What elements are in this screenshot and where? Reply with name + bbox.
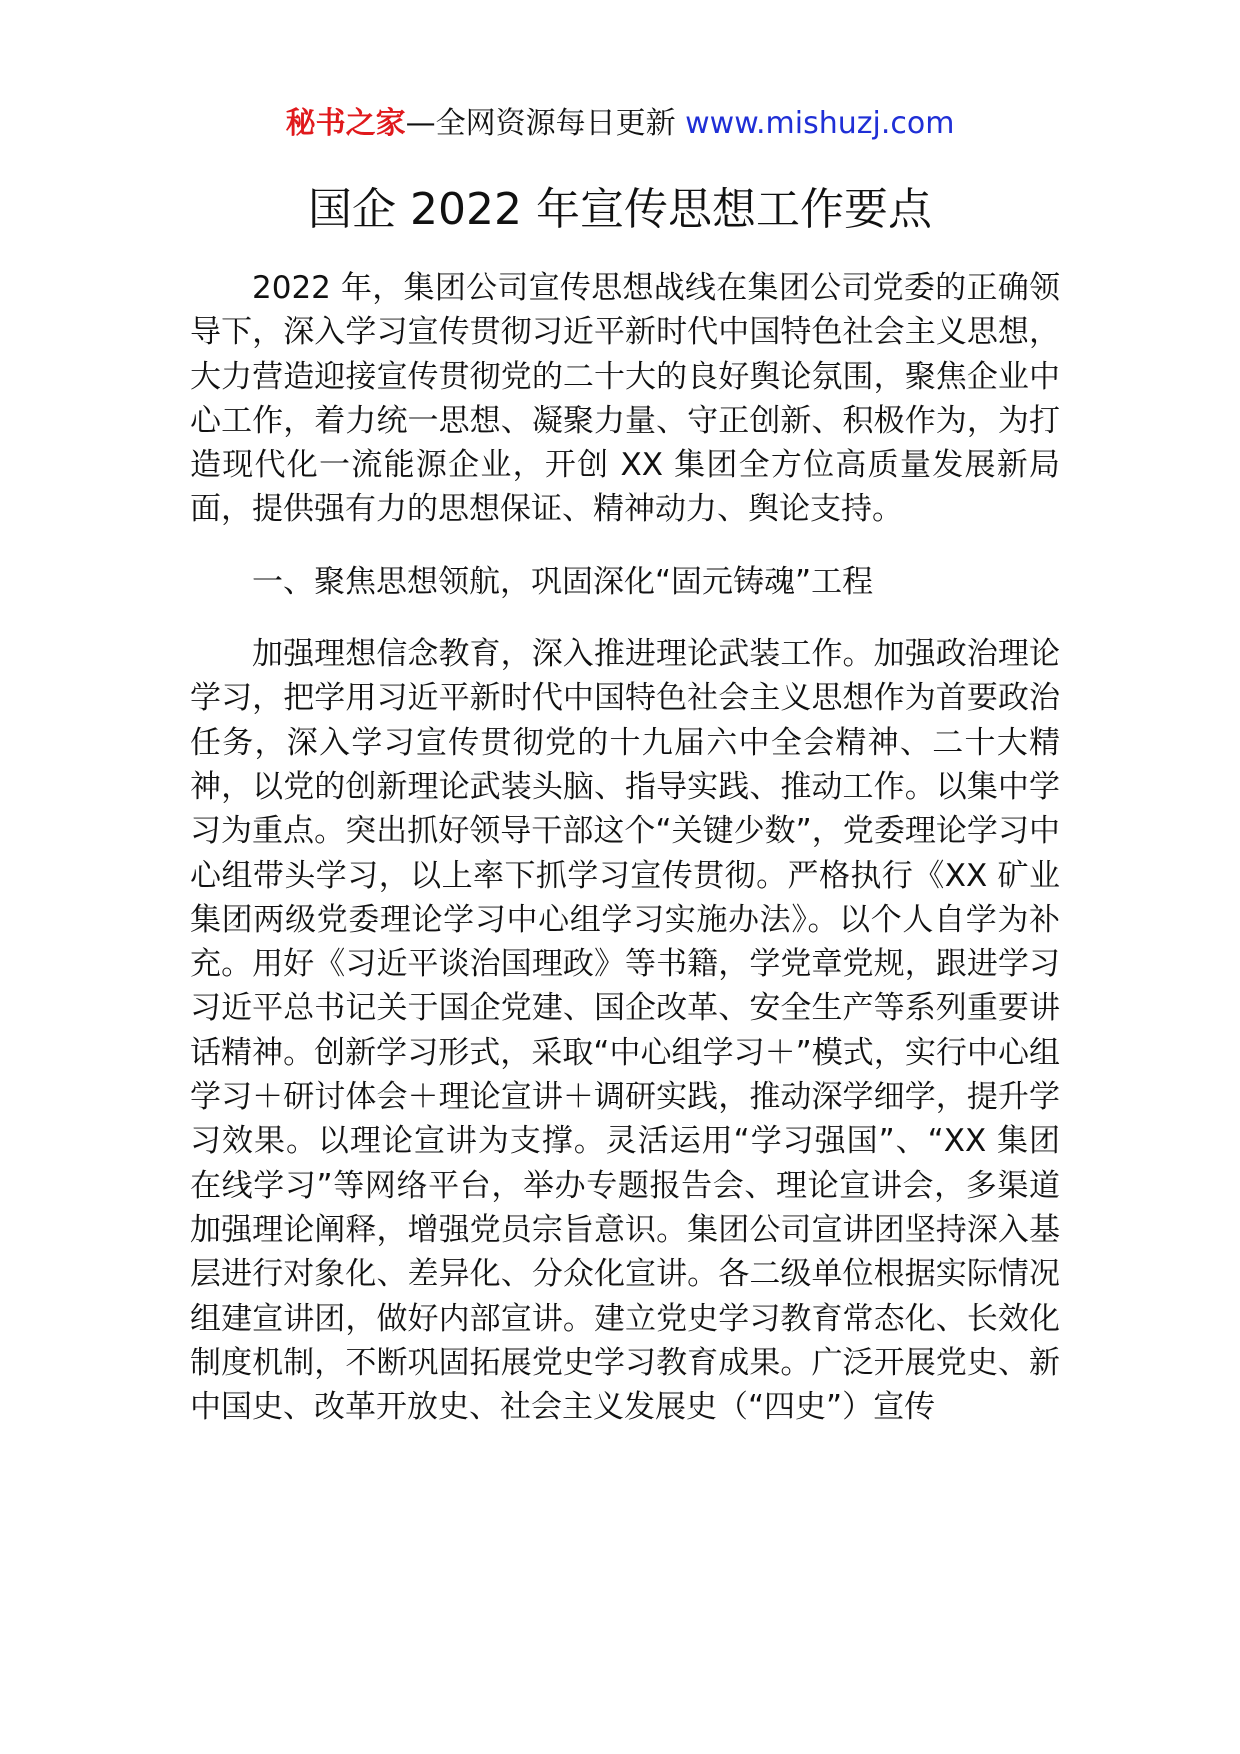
section-paragraph: 加强理想信念教育，深入推进理论武装工作。加强政治理论学习，把学用习近平新时代中国特色社会主义思想作为首要政治任务，深入学习宣传贯彻党的十九届六中全会精神、二十大精神，以党的创新理论武装头脑、指导实践、推动工作。以集中学习为重点。突出抓好领导干部这个“关键少数”，党委理论学习中心组带头学习，以上率下抓学习宣传贯彻。严格执行《XX 矿业集团两级党委理论学习中心组学习实施办法》。以个人自学为补充。用好《习近平谈治国理政》等书籍，学党章党规，跟进学习习近平总书记关于国企党建、国企改革、安全生产等系列重要讲话精神。创新学习形式，采取“中心组学习＋”模式，实行中心组学习＋研讨体会＋理论宣讲＋调研实践，推动深学细学，提升学习效果。以理论宣讲为支撑。灵活运用“学习强国”、“XX 集团在线学习”等网络平台，举办专题报告会、理论宣讲会，多渠道加强理论阐释，增强党员宗旨意识。集团公司宣讲团坚持深入基层进行对象化、差异化、分众化宣讲。各二级单位根据实际情况组建宣讲团，做好内部宣讲。建立党史学习教育常态化、长效化制度机制，不断巩固拓展党史学习教育成果。广泛开展党史、新中国史、改革开放史、社会主义发展史（“四史”）宣传 <box>190 636 1060 1426</box>
site-header <box>0 100 1240 148</box>
site-slogan: —全网资源每日更新 <box>405 106 676 141</box>
section-heading: 一、聚焦思想领航，巩固深化“固元铸魂”工程 <box>252 563 874 600</box>
site-url-link[interactable]: www.mishuzj.com <box>685 106 955 141</box>
site-brand: 秘书之家 <box>285 106 406 141</box>
document-title: 国企 2022 年宣传思想工作要点 <box>308 184 932 235</box>
intro-paragraph: 2022 年，集团公司宣传思想战线在集团公司党委的正确领导下，深入学习宣传贯彻习近平新时代中国特色社会主义思想，大力营造迎接宣传贯彻党的二十大的良好舆论氛围，聚焦企业中心工作，着力统一思想、凝聚力量、守正创新、积极作为，为打造现代化一流能源企业，开创 XX 集团全方位高质量发展新局面，提供强有力的思想保证、精神动力、舆论支持。 <box>190 270 1060 528</box>
document-body <box>190 266 1060 1429</box>
